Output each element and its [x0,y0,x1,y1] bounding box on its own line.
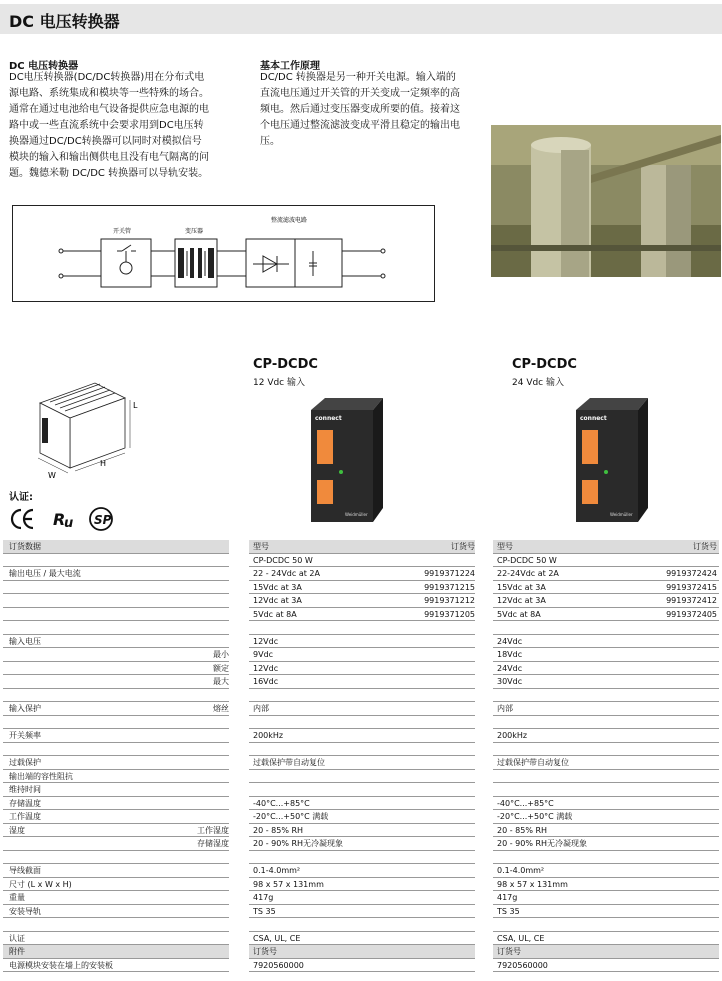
table-cell-c2: 24Vdc [497,663,523,673]
table-cell-c1: -40°C...+85°C [253,798,310,808]
table-cell-c1r [253,824,475,838]
table-cell-c0r [9,810,229,824]
table-cell-c1: 20 - 90% RH无冷凝现象 [253,839,344,848]
circuit-diagram-svg [13,206,434,301]
table-cell-c2r [497,743,717,757]
table-cell-c0r [9,689,229,703]
table-cell-c1r [253,905,475,919]
table-row [0,851,722,865]
table-cell-c1r [253,770,475,784]
svg-text:SP: SP [94,513,112,527]
intro-left-line: 题。魏德米勒 DC/DC 转换器可以导轨安装。 [9,168,209,179]
table-cell-c0r [9,567,229,581]
product-1-image [305,396,383,524]
table-cell-c0r [9,797,229,811]
table-cell-c2r: 9919372412 [666,596,717,605]
switch-box [101,239,151,287]
table-cell-c2: 200kHz [497,731,528,740]
table-cell-c2r [497,824,717,838]
table-cell-c2r [497,702,717,716]
table-cell-c0: 尺寸 (L x W x H) [9,879,72,889]
table-cell-c2: -40°C...+85°C [497,798,554,808]
table-cell-c0r [9,608,229,622]
table-cell-c1: -20°C...+50°C 满载 [253,812,329,821]
table-cell-c1: 16Vdc [253,677,279,686]
product-2-subtitle: 24 Vdc 输入 [512,378,564,388]
table-cell-c2: TS 35 [497,906,520,916]
table-cell-c2: 18Vdc [497,650,523,659]
table-cell-c0r: 最大 [213,677,229,686]
table-row [0,608,722,622]
table-cell-c1r [253,621,475,635]
table-cell-c2: 98 x 57 x 131mm [497,879,568,889]
intro-left-line: 路中或一些直流系统中会要求用到DC电压转 [9,120,204,131]
table-cell-c2: 过载保护带自动复位 [497,758,569,767]
page-title-bar [0,4,722,34]
table-cell-c1r [253,891,475,905]
table-cell-c0: 附件 [9,947,25,956]
table-cell-c1r [253,675,475,689]
intro-left-text [9,70,249,182]
dim-h: H [100,459,107,468]
table-cell-c2r [497,635,717,649]
table-cell-c0r: 工作湿度 [197,825,229,835]
table-cell-c0r [9,905,229,919]
table-cell-c0: 安装导轨 [9,906,41,916]
table-cell-c2r [497,648,717,662]
intro-left-heading: DC 电压转换器 [9,61,79,72]
table-cell-c1r [253,729,475,743]
table-cell-c2: 型号 [497,542,513,551]
table-row [0,810,722,824]
table-cell-c1r [253,716,475,730]
table-cell-c1: 内部 [253,704,269,713]
table-cell-c0r [9,783,229,797]
csa-mark-icon [90,508,112,530]
table-cell-c2r: 9919372424 [666,569,717,578]
table-cell-c2: CP-DCDC 50 W [497,555,557,565]
table-row [0,702,722,716]
table-cell-c0: 开关频率 [9,731,41,740]
table-cell-c2r [497,891,717,905]
table-row [0,567,722,581]
rectifier-box [246,239,342,287]
table-row [0,756,722,770]
table-cell-c1: 22 - 24Vdc at 2A [253,569,320,578]
table-rule [249,971,475,972]
table-cell-c0r [9,621,229,635]
table-cell-c2r [497,837,717,851]
table-cell-c0: 输入保护 [9,704,41,713]
table-row [0,716,722,730]
table-cell-c0r [9,581,229,595]
table-cell-c2r [497,756,717,770]
table-cell-c2r [497,770,717,784]
table-cell-c0r [9,716,229,730]
table-cell-c0: 认证 [9,933,25,943]
table-cell-c2: 20 - 90% RH无冷凝现象 [497,839,588,848]
table-cell-c0r: 存储湿度 [197,839,229,848]
table-cell-c1: TS 35 [253,906,276,916]
table-row [0,837,722,851]
table-cell-c2: 订货号 [497,947,521,956]
table-row [0,648,722,662]
table-cell-c1r [253,864,475,878]
table-cell-c2r [497,675,717,689]
product-2-brand: connect [580,415,607,422]
product-1-title: CP-DCDC [253,357,318,372]
table-cell-c1r [253,797,475,811]
table-cell-c1r [253,783,475,797]
table-cell-c1r [253,851,475,865]
table-row [0,594,722,608]
cert-label: 认证: [9,492,33,503]
table-cell-c2r [497,932,717,946]
intro-right-line: 个电压通过整流滤波变成平滑且稳定的输出电 [260,120,460,131]
intro-right-line: DC/DC 转换器是另一种开关电源。输入端的 [260,72,456,83]
table-row [0,959,722,973]
table-cell-c1r [253,689,475,703]
table-cell-c2: 15Vdc at 3A [497,582,546,592]
circuit-diagram [12,205,435,302]
intro-right-line: 直流电压通过开关管的开关变成一定频率的高 [260,88,460,99]
table-cell-c1r [253,635,475,649]
table-cell-c2: 417g [497,893,518,902]
table-cell-c1r: 9919371215 [424,582,475,592]
ul-mark-icon [53,508,75,531]
table-cell-c1: CP-DCDC 50 W [253,555,313,565]
table-cell-c1r [253,662,475,676]
table-cell-c0: 重量 [9,893,25,902]
table-cell-c1r: 订货号 [451,542,475,551]
table-cell-c2r [497,945,717,959]
table-row [0,918,722,932]
dim-w: W [48,471,56,478]
product-1-subtitle: 12 Vdc 输入 [253,378,305,388]
page-title: DC 电压转换器 [9,12,120,31]
table-cell-c0r [9,743,229,757]
svg-text:u: u [64,516,74,531]
table-row [0,635,722,649]
table-cell-c1: 12Vdc [253,663,279,673]
table-cell-c0r [9,959,229,973]
table-cell-c0r [9,756,229,770]
table-cell-c2: 20 - 85% RH [497,825,548,835]
table-cell-c2r [497,918,717,932]
table-cell-c0r [9,932,229,946]
table-cell-c2: -20°C...+50°C 满载 [497,812,573,821]
table-cell-c1r [253,743,475,757]
table-row [0,675,722,689]
table-cell-c0r [9,918,229,932]
table-cell-c1r [253,702,475,716]
table-cell-c2r [497,851,717,865]
intro-right-text [260,70,490,150]
table-cell-c1r [253,554,475,568]
table-row [0,905,722,919]
table-row [0,729,722,743]
table-row [0,878,722,892]
intro-left-line: 换器通过DC/DC转换器可以同时对模拟信号 [9,136,202,147]
table-cell-c1: 过载保护带自动复位 [253,758,325,767]
svg-text:R: R [53,510,66,529]
table-cell-c0r [9,864,229,878]
label-rectifier: 整流滤波电路 [271,217,308,224]
table-cell-c1: 订货号 [253,947,277,956]
table-cell-c2r [497,878,717,892]
table-cell-c1r: 9919371212 [424,596,475,605]
table-cell-c1: 0.1-4.0mm² [253,866,301,875]
table-row [0,797,722,811]
table-cell-c1: 5Vdc at 8A [253,609,297,619]
table-cell-c2r [497,621,717,635]
table-cell-c0r [9,891,229,905]
table-row [0,689,722,703]
table-cell-c2r [497,729,717,743]
label-transformer: 变压器 [185,228,204,235]
table-cell-c1: 9Vdc [253,650,274,659]
table-cell-c2r [497,810,717,824]
dimension-drawing [30,378,140,478]
table-cell-c1: 417g [253,893,274,902]
table-cell-c2: 7920560000 [497,960,548,970]
intro-right-line: 压。 [260,136,280,147]
ce-mark-icon [12,510,33,528]
table-cell-c2: 内部 [497,704,513,713]
table-cell-c2r [497,959,717,973]
table-cell-c0r [9,729,229,743]
product-2-image [570,396,648,524]
table-cell-c0r [9,851,229,865]
table-cell-c2r: 9919372405 [666,609,717,619]
cement-plant-photo [491,125,721,277]
table-cell-c0r [9,770,229,784]
table-cell-c0: 过载保护 [9,758,41,767]
table-cell-c1r [253,837,475,851]
table-cell-c1: 200kHz [253,731,284,740]
intro-left-line: 源电路、系统集成和模块等一些特殊的场合。 [9,88,209,99]
table-cell-c1: 20 - 85% RH [253,825,304,835]
product-1-brand: connect [315,415,342,422]
table-cell-c1: 7920560000 [253,960,304,970]
intro-left-line: 模块的输入和输出侧供电且没有电气隔离的问 [9,152,209,163]
table-cell-c1r [253,756,475,770]
table-cell-c2r [497,905,717,919]
table-cell-c1r: 9919371205 [424,609,475,619]
table-cell-c2: 0.1-4.0mm² [497,866,545,875]
table-cell-c1: CSA, UL, CE [253,933,301,943]
table-cell-c1: 12Vdc [253,636,279,646]
table-cell-c0r: 最小 [213,650,229,659]
table-row [0,540,722,554]
intro-right-heading: 基本工作原理 [260,61,320,72]
table-rule [493,971,719,972]
table-row [0,581,722,595]
table-rule [3,971,229,972]
intro-right-line: 频电。然后通过变压器变成所要的值。接着这 [260,104,460,115]
table-row [0,554,722,568]
table-cell-c1: 15Vdc at 3A [253,582,302,592]
table-cell-c0r: 额定 [213,663,229,673]
cert-icons [9,506,119,532]
product-2-maker: Weidmüller [610,512,633,517]
table-cell-c0r: 熔丝 [213,704,229,713]
table-cell-c0r [9,594,229,608]
table-cell-c0: 输出端的容性阻抗 [9,771,73,781]
table-cell-c2: 24Vdc [497,636,523,646]
table-cell-c0: 存储温度 [9,798,41,808]
table-cell-c2r [497,662,717,676]
table-cell-c0: 维持时间 [9,785,41,794]
table-cell-c1r [253,959,475,973]
table-cell-c0: 导线截面 [9,866,41,875]
table-cell-c0r [9,540,229,554]
table-cell-c1r [253,918,475,932]
product-1-maker: Weidmüller [345,512,368,517]
intro-left-line: 通常在通过电池给电气设备提供应急电源的电 [9,104,209,115]
table-cell-c1r [253,878,475,892]
table-cell-c0r [9,554,229,568]
table-cell-c2r [497,797,717,811]
table-cell-c0r [9,635,229,649]
table-cell-c0: 订货数据 [9,542,41,551]
table-cell-c1r: 9919371224 [424,569,475,578]
table-cell-c2r [497,716,717,730]
table-row [0,770,722,784]
table-cell-c2r: 9919372415 [666,582,717,592]
table-cell-c1: 12Vdc at 3A [253,596,302,605]
table-cell-c0: 湿度 [9,825,25,835]
table-cell-c0: 输入电压 [9,636,41,646]
table-cell-c2: 22-24Vdc at 2A [497,569,559,578]
intro-left-line: DC电压转换器(DC/DC转换器)用在分布式电 [9,72,205,83]
table-row [0,824,722,838]
table-cell-c0: 电源模块安装在墙上的安装板 [9,960,113,970]
table-cell-c1r [253,945,475,959]
dim-l: L [133,401,138,410]
table-cell-c0r [9,878,229,892]
table-cell-c2: 12Vdc at 3A [497,596,546,605]
table-row [0,621,722,635]
table-cell-c2: 5Vdc at 8A [497,609,541,619]
table-row [0,783,722,797]
table-cell-c1r [253,932,475,946]
table-cell-c2r: 订货号 [693,542,717,551]
table-cell-c0: 输出电压 / 最大电流 [9,569,81,578]
table-cell-c1: 型号 [253,542,269,551]
table-row [0,932,722,946]
table-cell-c0: 工作温度 [9,812,41,821]
table-cell-c2: 30Vdc [497,677,523,686]
table-cell-c1: 98 x 57 x 131mm [253,879,324,889]
table-cell-c0r [9,945,229,959]
product-2-title: CP-DCDC [512,357,577,372]
table-row [0,743,722,757]
table-cell-c1r [253,648,475,662]
table-row [0,945,722,959]
table-cell-c2r [497,864,717,878]
table-row [0,864,722,878]
table-row [0,891,722,905]
table-cell-c2: CSA, UL, CE [497,933,545,943]
table-cell-c2r [497,783,717,797]
table-cell-c2r [497,689,717,703]
label-switch: 开关管 [113,228,132,235]
table-cell-c2r [497,554,717,568]
table-cell-c1r [253,810,475,824]
table-row [0,662,722,676]
